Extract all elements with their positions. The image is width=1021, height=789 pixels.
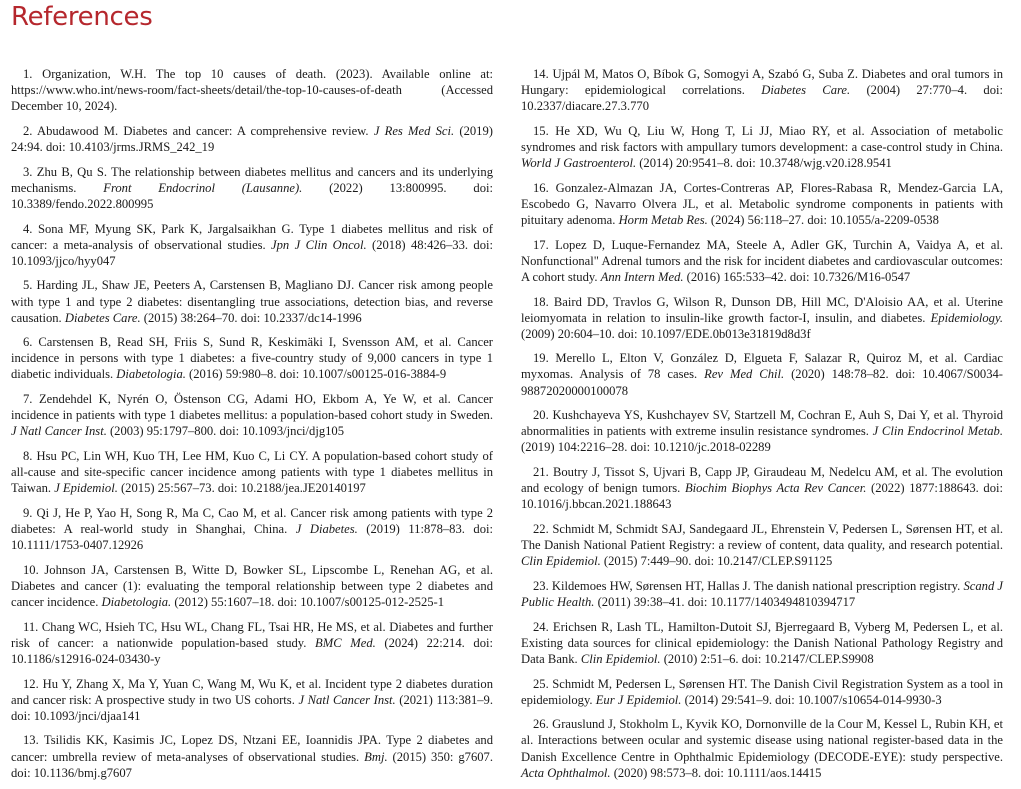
- reference-journal: Eur J Epidemiol.: [595, 692, 682, 707]
- reference-item: [11, 123, 493, 155]
- reference-journal: Ann Intern Med.: [600, 269, 684, 284]
- reference-text: Harding JL, Shaw JE, Peeters A, Carstensen B, Magliano DJ. Cancer risk among people with type 1 and type 2 diabetes: disentangling true associations, detection bias, and reverse causation.: [11, 278, 493, 325]
- reference-number: 17.: [533, 237, 549, 252]
- reference-citation: (2014) 29:541–9. doi: 10.1007/s10654-014-9930-3: [681, 692, 942, 707]
- reference-item: [521, 464, 1003, 512]
- reference-number: 7.: [23, 392, 33, 407]
- reference-journal: Horm Metab Res.: [618, 212, 708, 227]
- reference-citation: (2022) 1877:188643. doi: 10.1016/j.bbcan.2021.188643: [521, 481, 1003, 512]
- reference-item: [521, 578, 1003, 610]
- reference-number: 9.: [23, 505, 33, 520]
- reference-journal: BMC Med.: [315, 635, 376, 650]
- reference-item: [521, 521, 1003, 569]
- reference-citation: (2021) 113:381–9. doi: 10.1093/jnci/djaa141: [11, 692, 493, 723]
- reference-number: 14.: [533, 67, 549, 81]
- reference-journal: J Epidemiol.: [54, 481, 118, 496]
- reference-text: Erichsen R, Lash TL, Hamilton-Dutoit SJ, Bjerregaard B, Vyberg M, Pedersen L, et al. Existing data sources for clinical epidemiology: the Danish National Pathology Registry and Data Bank.: [521, 619, 1003, 666]
- reference-journal: Clin Epidemiol.: [521, 554, 601, 569]
- references-right-column: [521, 66, 1003, 789]
- reference-text: Grauslund J, Stokholm L, Kyvik KO, Dornonville de la Cour M, Kessel L, Rubin KH, et al. Interactions between ocular and systemic disease using national register-based data in the Danish Excellence Centre in Ophthalmic Epidemiology (DECODE-EYE): study perspective.: [521, 717, 1003, 764]
- reference-number: 25.: [533, 676, 549, 691]
- reference-journal: Diabetes Care.: [761, 83, 851, 98]
- reference-item: [521, 407, 1003, 455]
- reference-journal: Scand J Public Health.: [521, 578, 1004, 609]
- reference-citation: (2015) 7:449–90. doi: 10.2147/CLEP.S91125: [600, 554, 833, 569]
- page-title: References: [11, 2, 153, 32]
- reference-number: 8.: [23, 449, 33, 464]
- reference-citation: (2011) 39:38–41. doi: 10.1177/1403494810394717: [594, 594, 856, 609]
- reference-number: 12.: [23, 676, 39, 691]
- reference-text: Gonzalez-Almazan JA, Cortes-Contreras AP, Flores-Rabasa R, Mendez-Garcia LA, Escobedo G, Navarro Olvera JL, et al. Metabolic syndrome components in patients with pituitary adenoma.: [521, 180, 1003, 227]
- reference-citation: (2024) 22:214. doi: 10.1186/s12916-024-03430-y: [11, 635, 493, 666]
- reference-item: [521, 350, 1003, 398]
- reference-number: 23.: [533, 578, 549, 593]
- reference-number: 16.: [533, 180, 549, 195]
- reference-journal: Biochim Biophys Acta Rev Cancer.: [684, 481, 867, 496]
- reference-journal: J Clin Endocrinol Metab.: [872, 424, 1003, 439]
- reference-text: Kildemoes HW, Sørensen HT, Hallas J. The danish national prescription registry.: [551, 578, 964, 593]
- reference-text: Hsu PC, Lin WH, Kuo TH, Lee HM, Kuo C, Li CY. A population-based cohort study of all-cause and site-specific cancer incidence among patients with type 1 diabetes mellitus in Taiwan.: [11, 449, 493, 496]
- reference-citation: (2009) 20:604–10. doi: 10.1097/EDE.0b013e31819d8d3f: [521, 326, 811, 341]
- reference-number: 26.: [533, 717, 549, 732]
- reference-number: 24.: [533, 619, 549, 634]
- reference-citation: (2020) 148:78–82. doi: 10.4067/S0034-98872020000100078: [521, 367, 1003, 398]
- reference-text: Baird DD, Travlos G, Wilson R, Dunson DB, Hill MC, D'Aloisio AA, et al. Uterine leiomyomata in relation to insulin-like growth factor-I, insulin, and diabetes.: [521, 294, 1003, 325]
- reference-number: 6.: [23, 335, 33, 350]
- reference-number: 20.: [533, 408, 549, 423]
- reference-item: [521, 237, 1003, 285]
- reference-journal: Acta Ophthalmol.: [521, 765, 611, 780]
- reference-item: [11, 334, 493, 382]
- reference-item: [11, 164, 493, 212]
- reference-number: 3.: [23, 164, 33, 179]
- reference-text: Schmidt M, Schmidt SAJ, Sandegaard JL, Ehrenstein V, Pedersen L, Sørensen HT, et al. The Danish National Patient Registry: a review of content, data quality, and research potential.: [521, 522, 1003, 553]
- reference-citation: (2019) 24:94. doi: 10.4103/jrms.JRMS_242_19: [11, 123, 493, 154]
- reference-text: Boutry J, Tissot S, Ujvari B, Capp JP, Giraudeau M, Nedelcu AM, et al. The evolution and ecology of benign tumors.: [521, 465, 1003, 496]
- reference-citation: (2019) 104:2216–28. doi: 10.1210/jc.2018-02289: [521, 440, 771, 455]
- reference-journal: Diabetologia.: [116, 367, 186, 382]
- reference-text: He XD, Wu Q, Liu W, Hong T, Li JJ, Miao RY, et al. Association of metabolic syndromes and risk factors with ampullary tumors development: a case-control study in China.: [521, 123, 1003, 154]
- reference-number: 10.: [23, 562, 39, 577]
- reference-number: 13.: [23, 733, 39, 748]
- reference-citation: (2010) 2:51–6. doi: 10.2147/CLEP.S9908: [660, 651, 874, 666]
- reference-citation: (2004) 27:770–4. doi: 10.2337/diacare.27.3.770: [521, 83, 1003, 114]
- reference-text: Johnson JA, Carstensen B, Witte D, Bowker SL, Lipscombe L, Renehan AG, et al. Diabetes and cancer (1): evaluating the temporal relationship between type 2 diabetes and cancer incidence.: [11, 562, 493, 609]
- reference-citation: (2003) 95:1797–800. doi: 10.1093/jnci/djg105: [106, 424, 345, 439]
- reference-journal: Rev Med Chil.: [704, 367, 785, 382]
- reference-item: [521, 676, 1003, 708]
- reference-text: Zhu B, Qu S. The relationship between diabetes mellitus and cancers and its underlying mechanisms.: [11, 164, 494, 195]
- reference-citation: (2024) 56:118–27. doi: 10.1055/a-2209-0538: [707, 212, 939, 227]
- reference-journal: Bmj.: [364, 749, 388, 764]
- reference-number: 11.: [23, 619, 39, 634]
- reference-citation: (2018) 48:426–33. doi: 10.1093/jjco/hyy047: [11, 237, 494, 268]
- reference-citation: (2022) 13:800995. doi: 10.3389/fendo.2022.800995: [11, 180, 493, 211]
- reference-text: Lopez D, Luque-Fernandez MA, Steele A, Adler GK, Turchin A, Vaidya A, et al. Nonfunctional" Adrenal tumors and the risk for incident diabetes and cardiovascular outcomes: A cohort study.: [521, 237, 1003, 284]
- reference-text: Sona MF, Myung SK, Park K, Jargalsaikhan G. Type 1 diabetes mellitus and risk of cancer: a meta-analysis of observational studies.: [11, 221, 493, 252]
- reference-citation: (2015) 350: g7607. doi: 10.1136/bmj.g7607: [11, 749, 493, 780]
- reference-text: Schmidt M, Pedersen L, Sørensen HT. The Danish Civil Registration System as a tool in epidemiology.: [521, 676, 1004, 707]
- reference-journal: Jpn J Clin Oncol.: [271, 237, 367, 252]
- reference-citation: (2012) 55:1607–18. doi: 10.1007/s00125-012-2525-1: [171, 594, 445, 609]
- reference-citation: (2020) 98:573–8. doi: 10.1111/aos.14415: [610, 765, 822, 780]
- reference-journal: World J Gastroenterol.: [521, 156, 637, 171]
- reference-text: Tsilidis KK, Kasimis JC, Lopez DS, Ntzani EE, Ioannidis JPA. Type 2 diabetes and cancer: umbrella review of meta-analyses of observational studies.: [11, 733, 494, 764]
- reference-text: Ujpál M, Matos O, Bíbok G, Somogyi A, Szabó G, Suba Z. Diabetes and oral tumors in Hungary: epidemiological correlations.: [521, 67, 1003, 98]
- reference-text: Qi J, He P, Yao H, Song R, Ma C, Cao M, et al. Cancer risk among patients with type 2 diabetes: A real-world study in Shanghai, China.: [11, 505, 493, 536]
- reference-number: 19.: [533, 351, 549, 366]
- reference-journal: J Diabetes.: [295, 522, 358, 536]
- reference-citation: (2019) 11:878–83. doi: 10.1111/1753-0407.12926: [11, 522, 494, 553]
- reference-journal: Clin Epidemiol.: [580, 651, 661, 666]
- reference-item: [11, 66, 493, 114]
- reference-item: [521, 294, 1003, 342]
- reference-number: 4.: [23, 221, 33, 236]
- reference-number: 18.: [533, 294, 549, 309]
- reference-item: [11, 676, 493, 724]
- reference-number: 2.: [23, 123, 33, 138]
- reference-citation: (2014) 20:9541–8. doi: 10.3748/wjg.v20.i28.9541: [636, 156, 892, 171]
- reference-journal: Epidemiology.: [930, 310, 1003, 325]
- reference-number: 21.: [533, 465, 549, 480]
- reference-citation: (2016) 59:980–8. doi: 10.1007/s00125-016-3884-9: [185, 367, 447, 382]
- references-left-column: [11, 66, 493, 789]
- reference-item: [521, 123, 1003, 171]
- reference-number: 15.: [533, 123, 549, 138]
- reference-text: Abudawood M. Diabetes and cancer: A comprehensive review.: [36, 123, 374, 138]
- reference-item: [11, 277, 493, 325]
- reference-text: Kushchayeva YS, Kushchayev SV, Startzell M, Cochran E, Auh S, Dai Y, et al. Thyroid abnormalities in patients with extreme insulin resistance syndromes.: [521, 408, 1003, 439]
- reference-citation: (2015) 38:264–70. doi: 10.2337/dc14-1996: [140, 310, 362, 325]
- reference-item: [11, 505, 493, 553]
- reference-item: [11, 448, 493, 496]
- reference-citation: (2016) 165:533–42. doi: 10.7326/M16-0547: [683, 269, 911, 284]
- reference-text: Hu Y, Zhang X, Ma Y, Yuan C, Wang M, Wu K, et al. Incident type 2 diabetes duration and cancer risk: A prospective study in two US cohorts.: [11, 676, 493, 707]
- reference-journal: Diabetologia.: [101, 594, 172, 609]
- reference-citation: (2015) 25:567–73. doi: 10.2188/jea.JE20140197: [117, 481, 366, 496]
- reference-item: [521, 66, 1003, 114]
- reference-item: [11, 619, 493, 667]
- reference-journal: J Natl Cancer Inst.: [11, 424, 107, 439]
- reference-number: 22.: [533, 522, 549, 536]
- reference-item: [11, 732, 493, 780]
- reference-number: 5.: [23, 278, 33, 293]
- reference-text: Merello L, Elton V, González D, Elgueta F, Salazar R, Quiroz M, et al. Cardiac myxomas. Analysis of 78 cases.: [521, 351, 1003, 382]
- reference-text: Zendehdel K, Nyrén O, Östenson CG, Adami HO, Ekbom A, Ye W, et al. Cancer incidence in patients with type 1 diabetes mellitus: a population-based cohort study in Sweden.: [11, 392, 493, 423]
- reference-journal: J Natl Cancer Inst.: [298, 692, 396, 707]
- reference-item: [11, 391, 493, 439]
- reference-number: 1.: [23, 67, 33, 81]
- reference-text: Chang WC, Hsieh TC, Hsu WL, Chang FL, Tsai HR, He MS, et al. Diabetes and further risk of cancer: a nationwide population-based study.: [11, 619, 493, 650]
- reference-item: [521, 716, 1003, 780]
- reference-item: [521, 619, 1003, 667]
- reference-text: Carstensen B, Read SH, Friis S, Sund R, Keskimäki I, Svensson AM, et al. Cancer incidence in persons with type 1 diabetes: a five-country study of 9,000 cancers in type 1 diabetic individuals.: [11, 335, 493, 382]
- reference-journal: Front Endocrinol (Lausanne).: [103, 180, 303, 195]
- reference-journal: Diabetes Care.: [64, 310, 141, 325]
- reference-text: Organization, W.H. The top 10 causes of death. (2023). Available online at: https://www.who.int/news-room/fact-sheets/detail/the-top-10-causes-of-death (Accessed December 10, 2024).: [11, 67, 493, 114]
- reference-item: [11, 562, 493, 610]
- reference-journal: J Res Med Sci.: [373, 123, 455, 138]
- reference-item: [521, 180, 1003, 228]
- reference-item: [11, 221, 493, 269]
